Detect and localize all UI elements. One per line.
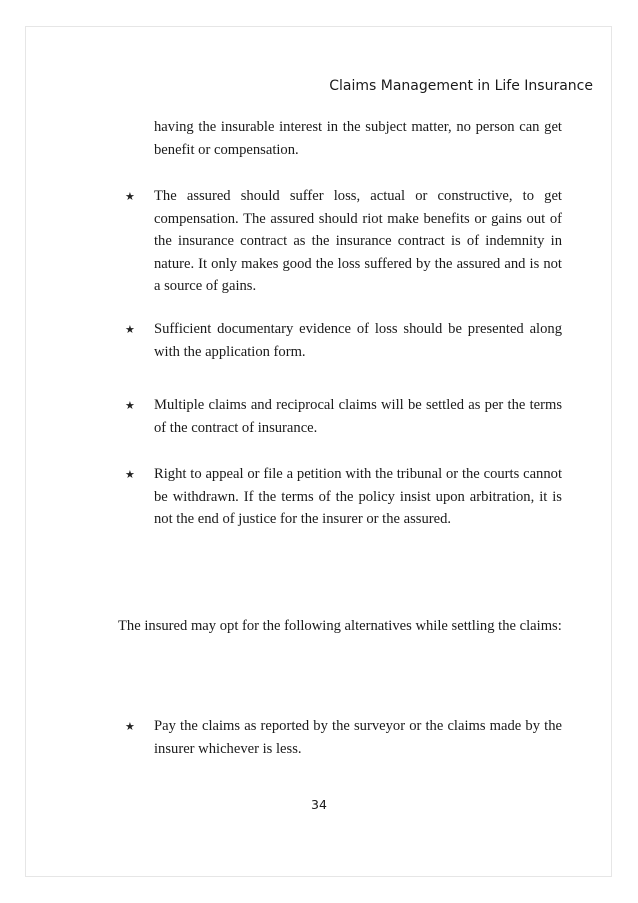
bullet-item: [125, 318, 562, 363]
bullet-item-text: Right to appeal or file a petition with the tribunal or the courts cannot be withdrawn. If the terms of the policy insist upon arbitration, it is not the end of justice for the insurer or the assured.: [154, 466, 562, 527]
bullet-item: [125, 185, 562, 298]
star-bullet-icon: ★: [125, 468, 135, 481]
alternative-item: [125, 715, 562, 760]
star-bullet-icon: ★: [125, 720, 135, 733]
body-paragraph: The insured may opt for the following alternatives while settling the claims:: [118, 618, 562, 634]
page-number: 34: [311, 797, 327, 812]
bullet-item: [125, 394, 562, 439]
star-bullet-icon: ★: [125, 399, 135, 412]
alternative-item-text: Pay the claims as reported by the surveyor or the claims made by the insurer whichever is less.: [154, 718, 562, 757]
bullet-item-text: Multiple claims and reciprocal claims will be settled as per the terms of the contract of insurance.: [154, 397, 562, 436]
running-header-title: Claims Management in Life Insurance: [329, 78, 593, 94]
bullet-item-text: The assured should suffer loss, actual or constructive, to get compensation. The assured should riot make benefits or gains out of the insurance contract as the insurance contract is of indemnity in nature. It only makes good the loss suffered by the assured and is not a source of gains.: [154, 188, 562, 294]
bullet-item: [125, 463, 562, 531]
star-bullet-icon: ★: [125, 190, 135, 203]
bullet-item-text: Sufficient documentary evidence of loss should be presented along with the application form.: [154, 321, 562, 360]
star-bullet-icon: ★: [125, 323, 135, 336]
continuation-paragraph: having the insurable interest in the subject matter, no person can get benefit or compensation.: [154, 119, 562, 158]
